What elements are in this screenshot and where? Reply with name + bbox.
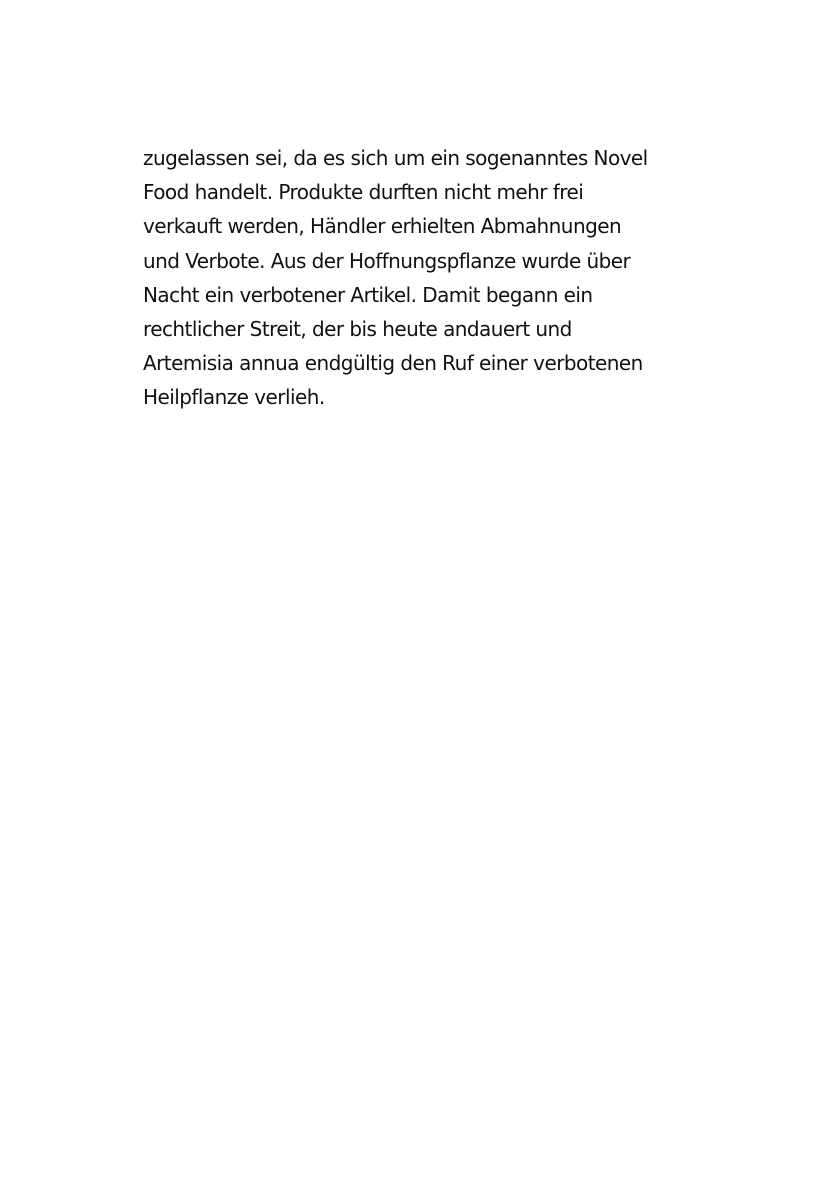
paragraph-line: und Verbote. Aus der Hoffnungspflanze wurde über	[143, 248, 631, 273]
paragraph-line: Artemisia annua endgültig den Ruf einer verbotenen	[143, 351, 643, 376]
paragraph-line: rechtlicher Streit, der bis heute andauert und	[143, 317, 572, 342]
body-paragraph	[143, 141, 743, 415]
paragraph-line: Food handelt. Produkte durften nicht mehr frei	[143, 180, 584, 205]
paragraph-line: zugelassen sei, da es sich um ein sogenanntes Novel	[143, 146, 648, 170]
paragraph-line: Nacht ein verbotener Artikel. Damit begann ein	[143, 282, 593, 307]
paragraph-line: verkauft werden, Händler erhielten Abmahnungen	[143, 214, 622, 239]
paragraph-line: Heilpflanze verlieh.	[143, 385, 325, 410]
